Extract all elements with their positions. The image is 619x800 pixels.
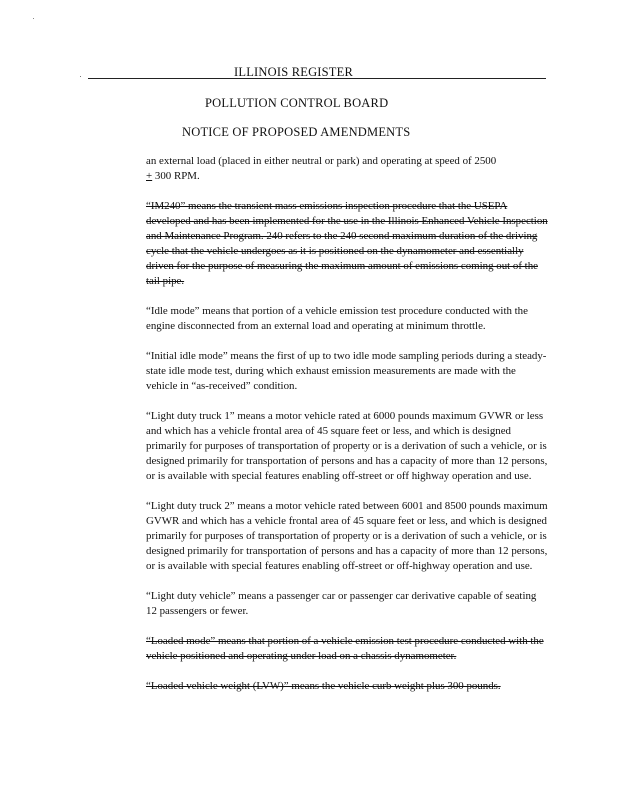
board-title: POLLUTION CONTROL BOARD — [205, 96, 389, 110]
definition-loaded-vehicle-weight-deleted: “Loaded vehicle weight (LVW)” means the vehicle curb weight plus 300 pounds. — [146, 680, 501, 692]
continuation-end: 300 RPM. — [152, 170, 200, 182]
register-title: ILLINOIS REGISTER — [234, 65, 354, 79]
continuation-line: an external load (placed in either neutral or park) and operating at speed of 2500 — [146, 155, 497, 167]
scan-speck — [80, 76, 81, 77]
definition-light-duty-vehicle: “Light duty vehicle” means a passenger car or passenger car derivative capable of seating 12 passengers or fewer. — [146, 590, 537, 617]
definition-light-duty-truck-2: “Light duty truck 2” means a motor vehicle rated between 6001 and 8500 pounds maximum GVWR and which has a vehicle frontal area of 45 square feet or less, and which is designed primarily for purposes of transportation of property or is a derivation of such a vehicle, or is designed primarily for transportation of persons and has a capacity of more than 12 persons, or is available with special features enabling off-street or off-highway operation and use. — [146, 500, 548, 572]
plus-minus-sign: + — [146, 170, 153, 182]
notice-title: NOTICE OF PROPOSED AMENDMENTS — [182, 125, 411, 139]
paragraph-continuation — [146, 154, 548, 184]
definition-initial-idle-mode: “Initial idle mode” means the first of up to two idle mode sampling periods during a steady-state idle mode test, during which exhaust emission measurements are made with the vehicle in “as-received” condition. — [146, 350, 547, 392]
definition-im240-deleted: “IM240” means the transient mass emissions inspection procedure that the USEPA developed and has been implemented for the use in the Illinois Enhanced Vehicle Inspection and Maintenance Program. 240 refers to the 240 second maximum duration of the driving cycle that the vehicle undergoes as it is positioned on the dynamometer and essentially driven for the purpose of measuring the maximum amount of emissions coming out of the tail pipe. — [146, 200, 548, 287]
definition-loaded-mode-deleted: “Loaded mode” means that portion of a vehicle emission test procedure conducted with the vehicle positioned and operating under load on a chassis dynamometer. — [146, 635, 544, 662]
definition-idle-mode: “Idle mode” means that portion of a vehicle emission test procedure conducted with the engine disconnected from an external load and operating at minimum throttle. — [146, 305, 528, 332]
header-rule — [88, 78, 546, 79]
document-body — [146, 154, 548, 709]
definition-light-duty-truck-1: “Light duty truck 1” means a motor vehicle rated at 6000 pounds maximum GVWR or less and which has a vehicle frontal area of 45 square feet or less, and which is designed primarily for purposes of transportation of property or is a derivation of such a vehicle, or is designed primarily for transportation of persons and has a capacity of more than 12 persons, or is available with special features enabling off-street or off highway operation and use. — [146, 410, 548, 482]
scan-speck — [33, 18, 34, 19]
